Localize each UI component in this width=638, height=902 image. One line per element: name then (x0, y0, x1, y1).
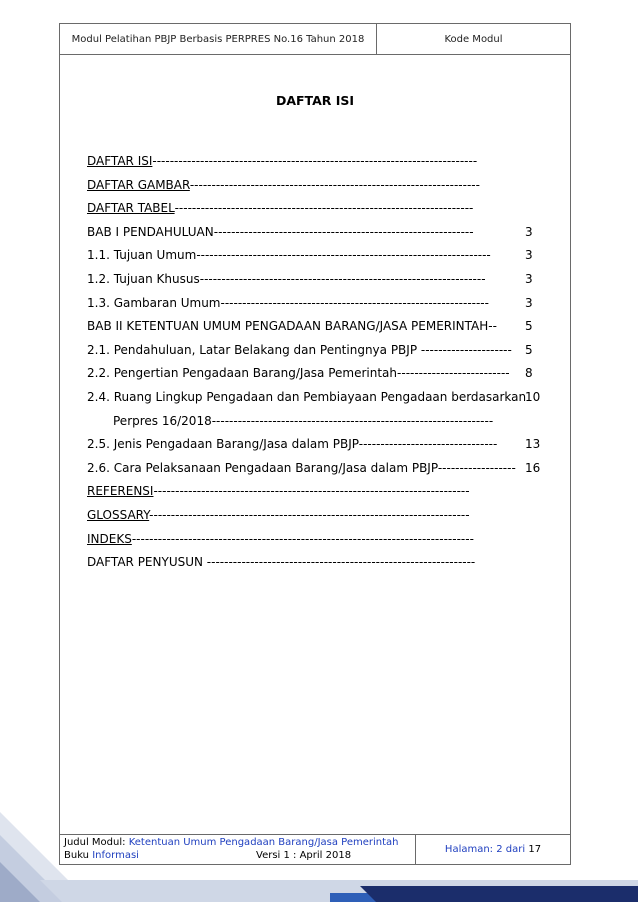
toc-entry-label: REFERENSI (87, 484, 154, 499)
toc-entry-label: 2.2. Pengertian Pengadaan Barang/Jasa Pemerintah (87, 366, 398, 381)
toc-entry-text (113, 414, 507, 428)
page-footer (60, 834, 570, 864)
toc-entry-page: 3 (525, 295, 533, 310)
toc-entry[interactable] (87, 480, 547, 504)
toc-entry-text (87, 178, 507, 192)
toc-entry[interactable] (87, 150, 547, 174)
toc-entry-text (87, 389, 527, 404)
toc-entry-leader: ------------------ (437, 460, 516, 475)
toc-entry[interactable] (87, 268, 547, 292)
toc-entry-text (87, 296, 507, 310)
toc-entry-label: 2.6. Cara Pelaksanaan Pengadaan Barang/Jasa dalam PBJP (87, 460, 438, 475)
page-header (60, 24, 570, 55)
toc-entry[interactable] (87, 433, 547, 457)
toc-entry-leader: -------------------------------- (358, 437, 498, 452)
toc-entry-text (87, 248, 507, 262)
toc-entry[interactable] (87, 457, 547, 481)
toc-entry-text (87, 319, 507, 333)
toc-entry-page: 8 (525, 366, 533, 381)
toc-entry[interactable] (87, 528, 547, 552)
toc-entry[interactable] (87, 315, 547, 339)
toc-entry[interactable] (87, 174, 547, 198)
toc-entry-label: 2.5. Jenis Pengadaan Barang/Jasa dalam PBJP (87, 437, 359, 452)
toc-entry[interactable] (87, 504, 547, 528)
toc-entry-label: DAFTAR TABEL (87, 201, 175, 216)
header-code-label: Kode Modul (444, 33, 503, 45)
toc-entry-label: 1.2. Tujuan Khusus (87, 271, 200, 286)
toc-entry-leader: --------------------------------------------------------------------- (174, 201, 474, 216)
toc-entry-leader: ------------------------------------------------------------------------- (153, 484, 470, 499)
toc-entry[interactable] (87, 197, 547, 221)
footer-judul (64, 837, 399, 848)
toc-entry[interactable] (87, 386, 547, 410)
toc-entry-text (87, 508, 507, 522)
toc-entry-text (87, 366, 510, 381)
toc-entry-leader: ----------------------------------------------------------------- (211, 413, 494, 428)
footer-buku-value: Informasi (92, 850, 139, 861)
toc-entry-label: 2.4. Ruang Lingkup Pengadaan dan Pembiayaan Pengadaan berdasarkan (87, 389, 527, 404)
toc-entry[interactable] (87, 362, 547, 386)
footer-judul-value: Ketentuan Umum Pengadaan Barang/Jasa Pemerintah (128, 837, 399, 848)
toc-entry-leader: -------------------------------------------------------------------- (196, 248, 491, 263)
toc-entry-text (87, 225, 507, 239)
toc-entry-page: 5 (525, 342, 533, 357)
toc-entry-label: 1.3. Gambaran Umum (87, 295, 221, 310)
toc-entry[interactable] (87, 244, 547, 268)
toc-entry-leader: ------------------------------------------------------------------ (199, 271, 486, 286)
toc-entry-page: 3 (525, 271, 533, 286)
toc-entry-page: 13 (525, 437, 541, 452)
toc-entry-page: 16 (525, 460, 541, 475)
footer-buku-label: Buku (64, 850, 90, 861)
toc-entry-page: 10 (525, 389, 541, 404)
footer-versi: Versi 1 : April 2018 (256, 850, 352, 861)
toc-entry-text (87, 460, 516, 475)
toc-entry-text (87, 154, 507, 168)
toc-entry[interactable] (87, 292, 547, 316)
toc-entry[interactable] (87, 339, 547, 363)
toc-entry-page: 5 (525, 319, 533, 334)
header-module-title: Modul Pelatihan PBJP Berbasis PERPRES No.16 Tahun 2018 (60, 24, 377, 54)
toc-entry-label: INDEKS (87, 531, 132, 546)
toc-entry-text (87, 342, 512, 357)
toc-entry-label: DAFTAR PENYUSUN (87, 555, 207, 570)
page-title: DAFTAR ISI (275, 93, 355, 108)
toc-entry-leader: -- (488, 319, 497, 334)
toc-entry-leader: ------------------------------------------------------------------- (189, 177, 480, 192)
toc-entry-page: 3 (525, 248, 533, 263)
toc-entry[interactable] (87, 410, 547, 434)
footer-buku (64, 850, 139, 861)
toc-entry-label: DAFTAR ISI (87, 154, 153, 168)
footer-info (60, 835, 416, 864)
table-of-contents (87, 150, 547, 575)
toc-entry-label: DAFTAR GAMBAR (87, 177, 190, 192)
toc-entry-label: 1.1. Tujuan Umum (87, 248, 197, 263)
toc-entry-label: 2.1. Pendahuluan, Latar Belakang dan Pentingnya PBJP (87, 342, 421, 357)
toc-entry-leader: ------------------------------------------------------------------------------- (131, 531, 474, 546)
footer-page-info (416, 835, 570, 864)
toc-entry-leader: --------------------- (420, 342, 512, 357)
toc-entry-leader: -------------------------- (397, 366, 510, 381)
toc-entry-label: BAB I PENDAHULUAN (87, 224, 214, 239)
toc-entry-label: BAB II KETENTUAN UMUM PENGADAAN BARANG/JASA PEMERINTAH (87, 319, 489, 334)
toc-entry-leader: ------------------------------------------------------------ (213, 224, 474, 239)
toc-entry-text (87, 555, 507, 569)
toc-entry-page: 3 (525, 224, 533, 239)
toc-entry-leader: --------------------------------------------------------------------------- (152, 154, 478, 168)
footer-halaman-label: Halaman: 2 dari (444, 844, 526, 855)
toc-entry[interactable] (87, 551, 547, 575)
toc-entry-label: GLOSSARY (87, 507, 150, 522)
footer-total-pages: 17 (528, 844, 542, 855)
toc-entry-text (87, 437, 507, 451)
footer-judul-label: Judul Modul: (64, 837, 126, 848)
toc-entry-label: Perpres 16/2018 (113, 413, 212, 428)
toc-entry-text (87, 272, 507, 286)
toc-entry-text (87, 201, 507, 215)
toc-entry-leader: -------------------------------------------------------------------------- (149, 507, 470, 522)
toc-entry-leader: -------------------------------------------------------------- (206, 555, 476, 570)
toc-entry-text (87, 484, 507, 498)
toc-entry-leader: -------------------------------------------------------------- (220, 295, 489, 310)
toc-entry[interactable] (87, 221, 547, 245)
toc-entry-text (87, 532, 507, 546)
